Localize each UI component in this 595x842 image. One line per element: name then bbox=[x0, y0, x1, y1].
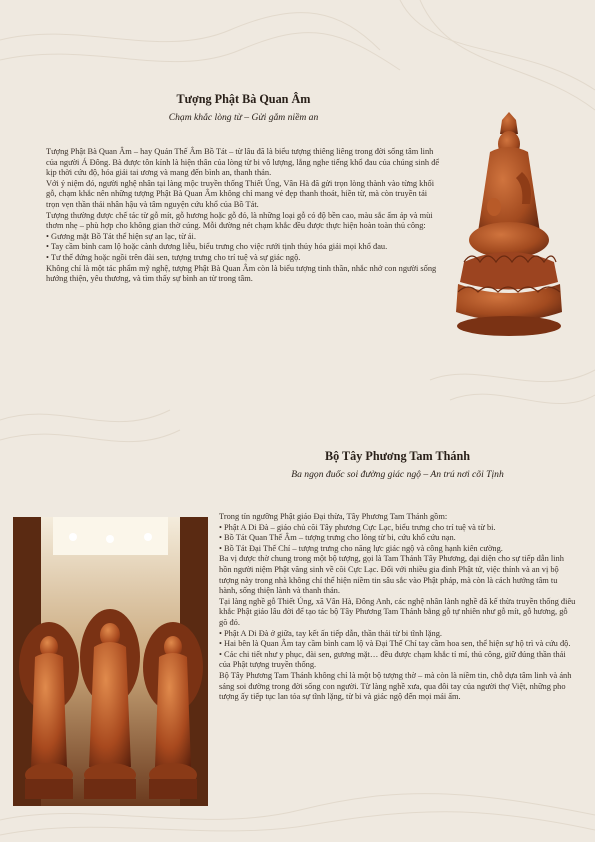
section-subtitle: Chạm khắc lòng từ – Gửi gắm niềm an bbox=[168, 112, 319, 123]
section-title: Bộ Tây Phương Tam Thánh bbox=[324, 449, 471, 463]
paragraph: Tượng Phật Bà Quan Âm – hay Quán Thế Âm Bồ Tát – từ lâu đã là biểu tượng thiêng liêng trong đời sống tâm linh của người Á Đông. Bà được tôn kính là hiện thân của lòng từ bi vô lượng, lắng nghe tiếng khổ đau của chúng sinh để kịp thời cứu độ, hóa giải tai ương và mang đến bình an, thanh thản. bbox=[46, 147, 440, 178]
section-title: Tượng Phật Bà Quan Âm bbox=[176, 92, 311, 106]
bullet-item: • Phật A Di Đà ở giữa, tay kết ấn tiếp dẫn, thần thái từ bi tĩnh lặng. bbox=[219, 628, 442, 638]
bullet-item: • Phật A Di Đà – giáo chủ cõi Tây phương Cực Lạc, biểu trưng cho trí tuệ và từ bi. bbox=[219, 522, 496, 532]
paragraph: Tượng thường được chế tác từ gỗ mít, gỗ hương hoặc gỗ đỏ, là những loại gỗ có độ bền cao, màu sắc ấm áp và mùi thơm nhẹ – phù hợp cho không gian thờ cúng. Mỗi đường nét chạm khắc đều được thực hiện hoàn toàn thủ công: bbox=[46, 210, 433, 231]
section-tam-thanh-header bbox=[219, 449, 576, 480]
paragraph: Trong tín ngưỡng Phật giáo Đại thừa, Tây Phương Tam Thánh gồm: bbox=[219, 512, 448, 521]
paragraph: Không chỉ là một tác phẩm mỹ nghệ, tượng Phật Bà Quan Âm còn là biểu tượng tinh thần, nhắc nhở con người sống hướng thiện, yêu thương, và tìm thấy sự bình an từ trong tâm. bbox=[46, 263, 437, 284]
bullet-item: • Bồ Tát Đại Thế Chí – tượng trưng cho năng lực giác ngộ và công hạnh kiên cường. bbox=[219, 543, 503, 553]
paragraph: Ba vị được thờ chung trong một bộ tượng, gọi là Tam Thánh Tây Phương, đại diện cho sự tiếp dẫn linh hồn người niệm Phật vãng sinh về cõi Cực Lạc. Đối với nhiều gia đình Phật tử, việc thỉnh và an vị bộ tượng này trong nhà không chỉ thể hiện niềm tin sâu sắc vào Phật pháp, mà còn là cách hướng tâm tu hành, sống thiện lành và thanh thản. bbox=[219, 554, 564, 596]
bullet-item: • Hai bên là Quan Âm tay cầm bình cam lộ và Đại Thế Chí tay cầm hoa sen, thể hiện sự hộ trì và cứu độ. bbox=[219, 639, 571, 649]
paragraph: Bộ Tây Phương Tam Thánh không chỉ là một bộ tượng thờ – mà còn là niềm tin, chỗ dựa tâm linh và ánh sáng soi đường trong đời sống con người. Từ làng nghề xưa, qua đôi tay của người thợ Việt, những pho tượng ấy tiếp tục lan tỏa sự tĩnh lặng, từ bi và giác ngộ đến mọi mái ấm. bbox=[219, 670, 572, 702]
bullet-item: • Bồ Tát Quan Thế Âm – tượng trưng cho lòng từ bi, cứu khổ cứu nạn. bbox=[219, 533, 456, 543]
paragraph: Với ý niệm đó, người nghệ nhân tại làng mộc truyền thống Thiết Úng, Vân Hà đã gửi trọn lòng thành vào từng khối gỗ, chạm khắc nên những tượng Phật Bà Quan Âm không chỉ mang vẻ đẹp thanh thoát, hiền từ, mà còn truyền tải trọn vẹn thần thái nhân hậu và tâm nguyện cứu khổ của Bồ Tát. bbox=[46, 178, 435, 209]
section-tam-thanh-body bbox=[219, 512, 576, 703]
section-subtitle: Ba ngọn đuốc soi đường giác ngộ – An trú nơi cõi Tịnh bbox=[291, 469, 504, 480]
bullet-item: • Tay cầm bình cam lộ hoặc cành dương liễu, biểu trưng cho việc rưới tịnh thủy hóa giải mọi khổ đau. bbox=[46, 242, 388, 252]
bullet-item: • Gương mặt Bồ Tát thể hiện sự an lạc, từ ái. bbox=[46, 231, 196, 241]
bullet-item: • Tư thế đứng hoặc ngồi trên đài sen, tượng trưng cho trí tuệ và sự giác ngộ. bbox=[46, 252, 301, 262]
tam-thanh-statues-image bbox=[13, 517, 208, 806]
section-body bbox=[46, 147, 441, 285]
section-quan-am bbox=[46, 92, 441, 285]
paragraph: Tại làng nghề gỗ Thiết Úng, xã Vân Hà, Đông Anh, các nghệ nhân lành nghề đã kế thừa truyền thống điêu khắc Phật giáo lâu đời để tạo tác bộ Tây Phương Tam Thánh bằng gỗ tự nhiên như gỗ mít, gỗ hương, gỗ gõ đỏ. bbox=[219, 596, 576, 627]
quan-am-statue-image bbox=[450, 112, 568, 342]
bullet-item: • Các chi tiết như y phục, đài sen, gương mặt… đều được chạm khắc tỉ mỉ, thủ công, giữ đúng thần thái của Phật tượng truyền thống. bbox=[219, 649, 566, 670]
